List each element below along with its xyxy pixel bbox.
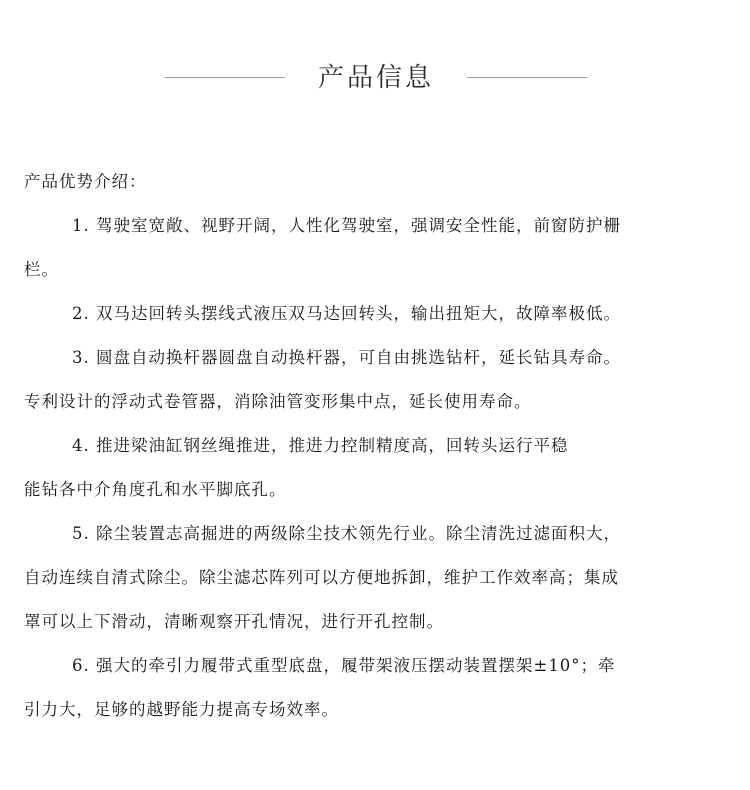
item-4-line-2: 能钻各中介角度孔和水平脚底孔。 <box>24 480 287 499</box>
item-1-line-1: 1. 驾驶室宽敞、视野开阔，人性化驾驶室，强调安全性能，前窗防护栅 <box>72 216 621 235</box>
item-4-line-1: 4. 推进梁油缸钢丝绳推进，推进力控制精度高，回转头运行平稳 <box>72 436 569 455</box>
item-6-line-1: 6. 强大的牵引力履带式重型底盘，履带架液压摆动装置摆架±10°；牵 <box>72 656 616 675</box>
item-5-line-1: 5. 除尘装置志高掘进的两级除尘技术领先行业。除尘清洗过滤面积大， <box>72 524 621 543</box>
item-2-line-1: 2. 双马达回转头摆线式液压双马达回转头，输出扭矩大，故障率极低。 <box>72 304 621 323</box>
page-title: 产品信息 <box>317 63 434 93</box>
item-5-line-2: 自动连续自清式除尘。除尘滤芯阵列可以方便地拆卸，维护工作效率高；集成 <box>24 568 619 587</box>
section-header <box>0 58 750 98</box>
item-1-line-2: 栏。 <box>24 260 59 279</box>
intro-heading: 产品优势介绍： <box>24 172 147 191</box>
item-5-line-3: 罩可以上下滑动，清晰观察开孔情况，进行开孔控制。 <box>24 612 444 631</box>
item-3-line-2: 专利设计的浮动式卷管器，消除油管变形集中点，延长使用寿命。 <box>24 392 532 411</box>
header-divider-left <box>165 77 285 78</box>
item-3-line-1: 3. 圆盘自动换杆器圆盘自动换杆器，可自由挑选钻杆，延长钻具寿命。 <box>72 348 621 367</box>
item-6-line-2: 引力大，足够的越野能力提高专场效率。 <box>24 700 339 719</box>
product-description <box>24 160 724 732</box>
header-divider-right <box>467 77 587 78</box>
